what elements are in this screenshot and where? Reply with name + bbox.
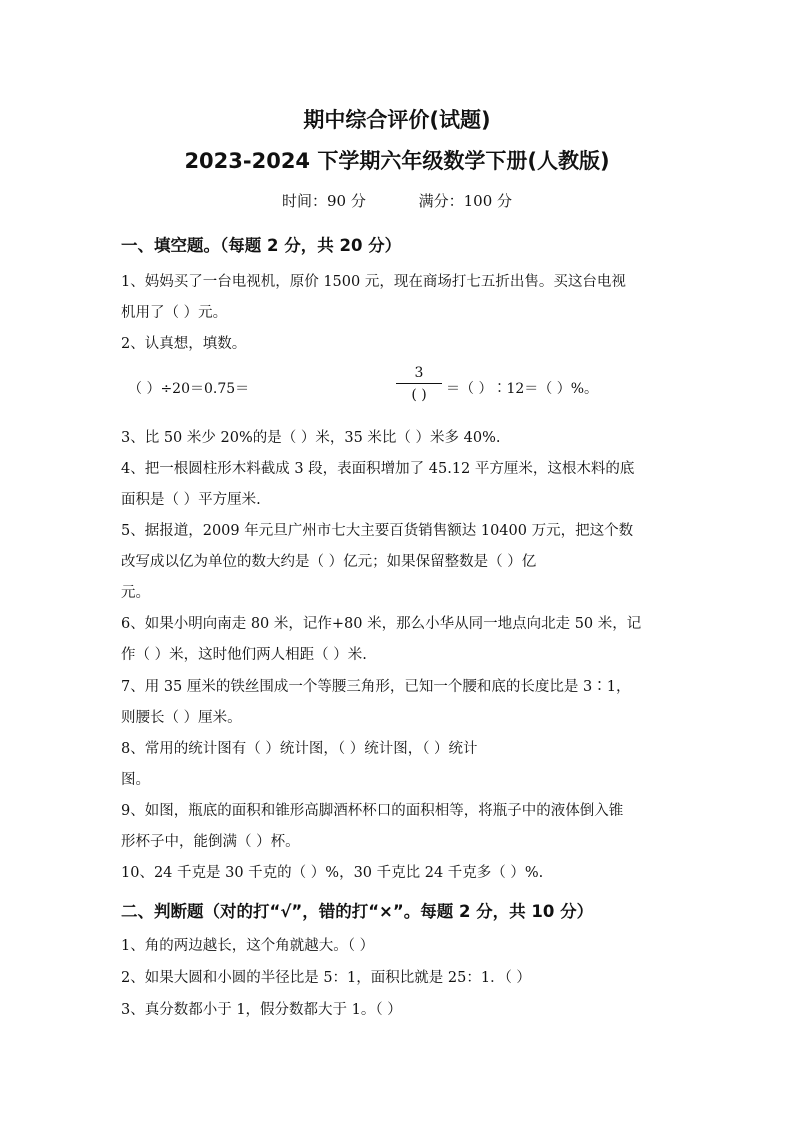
fraction-bar xyxy=(396,383,442,384)
question-line: 4、把一根圆柱形木料截成 3 段，表面积增加了 45.12 平方厘米，这根木料的底 xyxy=(121,461,635,477)
equation-fraction xyxy=(396,364,442,404)
exam-subtitle: 2023-2024 下学期六年级数学下册(人教版) xyxy=(184,149,610,173)
question-line: 5、据报道，2009 年元旦广州市七大主要百货销售额达 10400 万元，把这个数 xyxy=(121,523,634,539)
section-2-heading: 二、判断题（对的打“√”，错的打“×”。每题 2 分，共 10 分） xyxy=(121,902,594,921)
fraction-numerator: 3 xyxy=(414,365,424,381)
question-line: 1、角的两边越长，这个角就越大。（ ） xyxy=(121,938,375,954)
question-line: 元。 xyxy=(121,585,150,601)
question-line: 8、常用的统计图有（ ）统计图，（ ）统计图，（ ）统计 xyxy=(121,741,478,757)
exam-title: 期中综合评价(试题) xyxy=(303,108,491,132)
equation-left: （ ）÷20＝0.75＝ xyxy=(128,381,250,397)
exam-score: 满分：100 分 xyxy=(418,192,513,210)
question-line: 图。 xyxy=(121,772,150,788)
question-line: 机用了（ ）元。 xyxy=(121,305,228,321)
question-line: 3、真分数都小于 1，假分数都大于 1。（ ） xyxy=(121,1002,402,1018)
exam-time: 时间：90 分 xyxy=(281,192,366,210)
exam-meta xyxy=(0,190,794,211)
question-line: 3、比 50 米少 20%的是（ ）米，35 米比（ ）米多 40%. xyxy=(121,430,501,446)
question-line: 形杯子中，能倒满（ ）杯。 xyxy=(121,834,300,850)
fraction-denominator: ( ) xyxy=(411,387,427,403)
question-line: 2、如果大圆和小圆的半径比是 5：1，面积比就是 25：1．（ ） xyxy=(121,970,531,986)
question-line: 改写成以亿为单位的数大约是（ ）亿元；如果保留整数是（ ）亿 xyxy=(121,554,537,570)
question-line: 7、用 35 厘米的铁丝围成一个等腰三角形，已知一个腰和底的长度比是 3∶1， xyxy=(121,679,631,695)
question-line: 作（ ）米，这时他们两人相距（ ）米. xyxy=(121,647,367,663)
question-line: 6、如果小明向南走 80 米，记作+80 米，那么小华从同一地点向北走 50 米，记 xyxy=(121,616,642,632)
question-line: 10、24 千克是 30 千克的（ ）%，30 千克比 24 千克多（ ）%. xyxy=(121,865,544,881)
question-line: 9、如图，瓶底的面积和锥形高脚酒杯杯口的面积相等，将瓶子中的液体倒入锥 xyxy=(121,803,624,819)
question-line: 1、妈妈买了一台电视机，原价 1500 元，现在商场打七五折出售。买这台电视 xyxy=(121,274,626,290)
equation-right: ＝（ ）∶12＝（ ）%。 xyxy=(446,381,599,397)
section-1-heading: 一、填空题。（每题 2 分，共 20 分） xyxy=(121,236,402,255)
question-line: 则腰长（ ）厘米。 xyxy=(121,710,242,726)
question-line: 2、认真想，填数。 xyxy=(121,336,247,352)
question-line: 面积是（ ）平方厘米. xyxy=(121,492,261,508)
